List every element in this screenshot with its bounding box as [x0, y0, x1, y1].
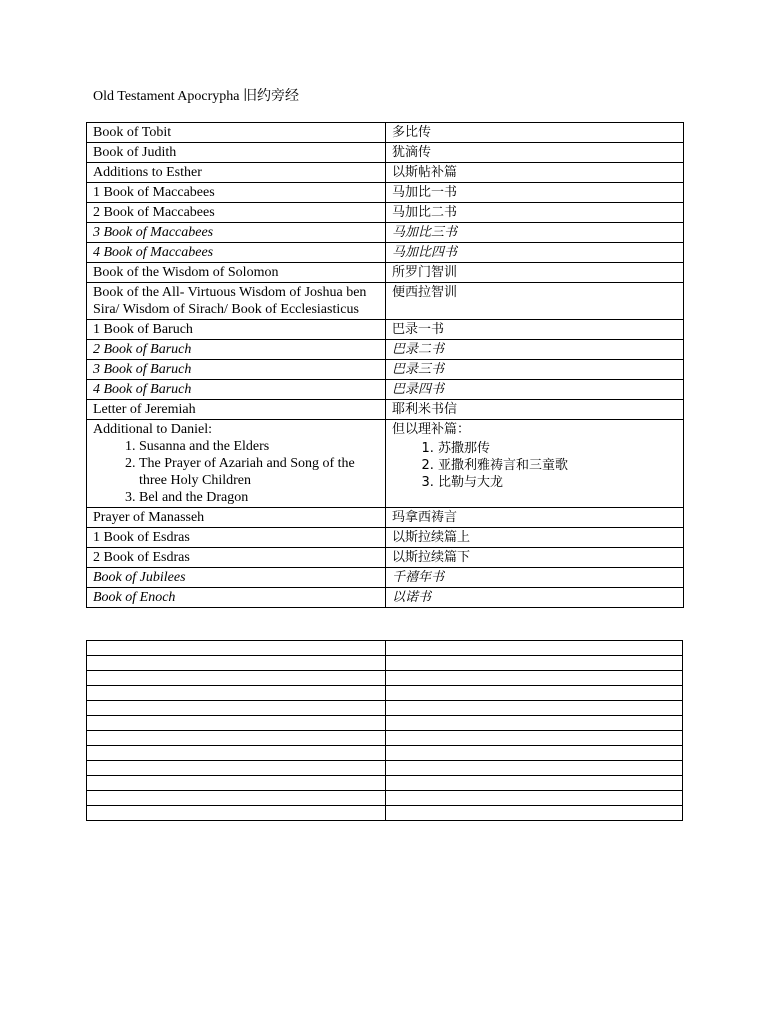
blank-table-row [87, 806, 683, 821]
blank-table-row [87, 731, 683, 746]
cell-chinese-title [386, 320, 684, 340]
blank-table-row [87, 746, 683, 761]
blank-cell [87, 731, 386, 746]
list-item: 1. Susanna and the Elders [139, 438, 379, 455]
table-row [87, 320, 684, 340]
table-row [87, 263, 684, 283]
cell-chinese-title [386, 568, 684, 588]
blank-cell [87, 671, 386, 686]
chinese-title-text: 所罗门智训 [392, 265, 458, 280]
table-row [87, 243, 684, 263]
blank-cell [87, 776, 386, 791]
cell-chinese-title [386, 400, 684, 420]
cell-english-title: Book of Enoch [87, 588, 386, 608]
blank-table-row [87, 716, 683, 731]
blank-cell [87, 791, 386, 806]
daniel-list-zh [392, 440, 677, 491]
blank-table-body [87, 641, 683, 821]
daniel-heading-zh: 但以理补篇： [392, 422, 471, 437]
cell-chinese-title [386, 163, 684, 183]
cell-english-daniel [87, 420, 386, 508]
blank-cell [385, 746, 682, 761]
cell-chinese-title [386, 183, 684, 203]
cell-chinese-title [386, 263, 684, 283]
table-row [87, 340, 684, 360]
table-row-daniel [87, 420, 684, 508]
chinese-title-text: 犹滴传 [392, 145, 432, 160]
chinese-title-text: 耶利米书信 [392, 402, 458, 417]
blank-cell [385, 671, 682, 686]
blank-cell [87, 761, 386, 776]
blank-table-row [87, 671, 683, 686]
daniel-row-group [87, 420, 684, 508]
table-row [87, 203, 684, 223]
cell-chinese-title [386, 380, 684, 400]
blank-cell [87, 641, 386, 656]
chinese-title-text: 巴录一书 [392, 322, 445, 337]
blank-cell [87, 716, 386, 731]
blank-cell [385, 806, 682, 821]
chinese-title-text: 巴录二书 [392, 342, 445, 357]
cell-english-title: 2 Book of Maccabees [87, 203, 386, 223]
cell-english-title: Letter of Jeremiah [87, 400, 386, 420]
cell-english-title: 2 Book of Baruch [87, 340, 386, 360]
cell-chinese-title [386, 508, 684, 528]
table-row [87, 183, 684, 203]
cell-english-title: Book of the All- Virtuous Wisdom of Joshua ben Sira/ Wisdom of Sirach/ Book of Ecclesiasticus [87, 283, 386, 320]
blank-cell [385, 686, 682, 701]
chinese-title-text: 马加比四书 [392, 245, 458, 260]
cell-english-title: 1 Book of Esdras [87, 528, 386, 548]
chinese-title-text: 巴录三书 [392, 362, 445, 377]
cell-chinese-title [386, 588, 684, 608]
apocrypha-table [86, 122, 684, 608]
page-title: Old Testament Apocrypha 旧约旁经 [93, 89, 300, 104]
cell-chinese-title [386, 203, 684, 223]
table-body-top [87, 123, 684, 420]
cell-english-title: 4 Book of Maccabees [87, 243, 386, 263]
blank-cell [385, 701, 682, 716]
daniel-heading-en: Additional to Daniel: [93, 422, 212, 437]
cell-english-title: 1 Book of Maccabees [87, 183, 386, 203]
blank-cell [385, 761, 682, 776]
table-row [87, 283, 684, 320]
chinese-title-text: 马加比三书 [392, 225, 458, 240]
blank-table-row [87, 656, 683, 671]
chinese-title-text: 以斯帖补篇 [392, 165, 458, 180]
cell-english-title: 1 Book of Baruch [87, 320, 386, 340]
chinese-title-text: 多比传 [392, 125, 432, 140]
blank-table-row [87, 701, 683, 716]
table-row [87, 400, 684, 420]
cell-chinese-title [386, 360, 684, 380]
cell-english-title: Book of the Wisdom of Solomon [87, 263, 386, 283]
cell-english-title: 4 Book of Baruch [87, 380, 386, 400]
blank-cell [87, 701, 386, 716]
table-row [87, 123, 684, 143]
cell-english-title: 3 Book of Maccabees [87, 223, 386, 243]
chinese-title-text: 马加比一书 [392, 185, 458, 200]
chinese-title-text: 巴录四书 [392, 382, 445, 397]
blank-cell [385, 716, 682, 731]
cell-chinese-daniel [386, 420, 684, 508]
cell-english-title: 3 Book of Baruch [87, 360, 386, 380]
table-row [87, 588, 684, 608]
cell-english-title: Prayer of Manasseh [87, 508, 386, 528]
table-row [87, 380, 684, 400]
cell-chinese-title [386, 340, 684, 360]
cell-english-title: Book of Judith [87, 143, 386, 163]
blank-table [86, 640, 683, 821]
table-row [87, 223, 684, 243]
list-item: 2. The Prayer of Azariah and Song of the three Holy Children [139, 455, 379, 489]
cell-chinese-title [386, 243, 684, 263]
chinese-title-text: 以诺书 [392, 590, 432, 605]
blank-table-row [87, 686, 683, 701]
cell-chinese-title [386, 143, 684, 163]
chinese-title-text: 千禧年书 [392, 570, 445, 585]
list-item: 3. Bel and the Dragon [139, 489, 379, 506]
blank-cell [385, 791, 682, 806]
list-item: 1. 苏撒那传 [438, 440, 677, 457]
chinese-title-text: 以斯拉续篇上 [392, 530, 471, 545]
table-row [87, 143, 684, 163]
cell-english-title: 2 Book of Esdras [87, 548, 386, 568]
cell-chinese-title [386, 528, 684, 548]
chinese-title-text: 以斯拉续篇下 [392, 550, 471, 565]
table-body-bottom [87, 508, 684, 608]
blank-cell [385, 776, 682, 791]
chinese-title-text: 便西拉智训 [392, 285, 458, 300]
cell-english-title: Book of Tobit [87, 123, 386, 143]
blank-cell [385, 641, 682, 656]
chinese-title-text: 马加比二书 [392, 205, 458, 220]
chinese-title-text: 玛拿西祷言 [392, 510, 458, 525]
table-row [87, 508, 684, 528]
table-row [87, 548, 684, 568]
list-item: 3. 比勒与大龙 [438, 474, 677, 491]
cell-chinese-title [386, 123, 684, 143]
blank-table-row [87, 761, 683, 776]
daniel-list-en [93, 438, 379, 506]
cell-english-title: Book of Jubilees [87, 568, 386, 588]
cell-chinese-title [386, 548, 684, 568]
list-item: 2. 亚撒利雅祷言和三童歌 [438, 457, 677, 474]
cell-chinese-title [386, 223, 684, 243]
blank-table-row [87, 641, 683, 656]
blank-cell [87, 686, 386, 701]
table-row [87, 360, 684, 380]
blank-cell [87, 806, 386, 821]
blank-cell [87, 746, 386, 761]
blank-cell [87, 656, 386, 671]
table-row [87, 528, 684, 548]
blank-cell [385, 656, 682, 671]
table-row [87, 568, 684, 588]
blank-table-row [87, 776, 683, 791]
blank-cell [385, 731, 682, 746]
cell-chinese-title [386, 283, 684, 320]
blank-table-row [87, 791, 683, 806]
table-row [87, 163, 684, 183]
cell-english-title: Additions to Esther [87, 163, 386, 183]
